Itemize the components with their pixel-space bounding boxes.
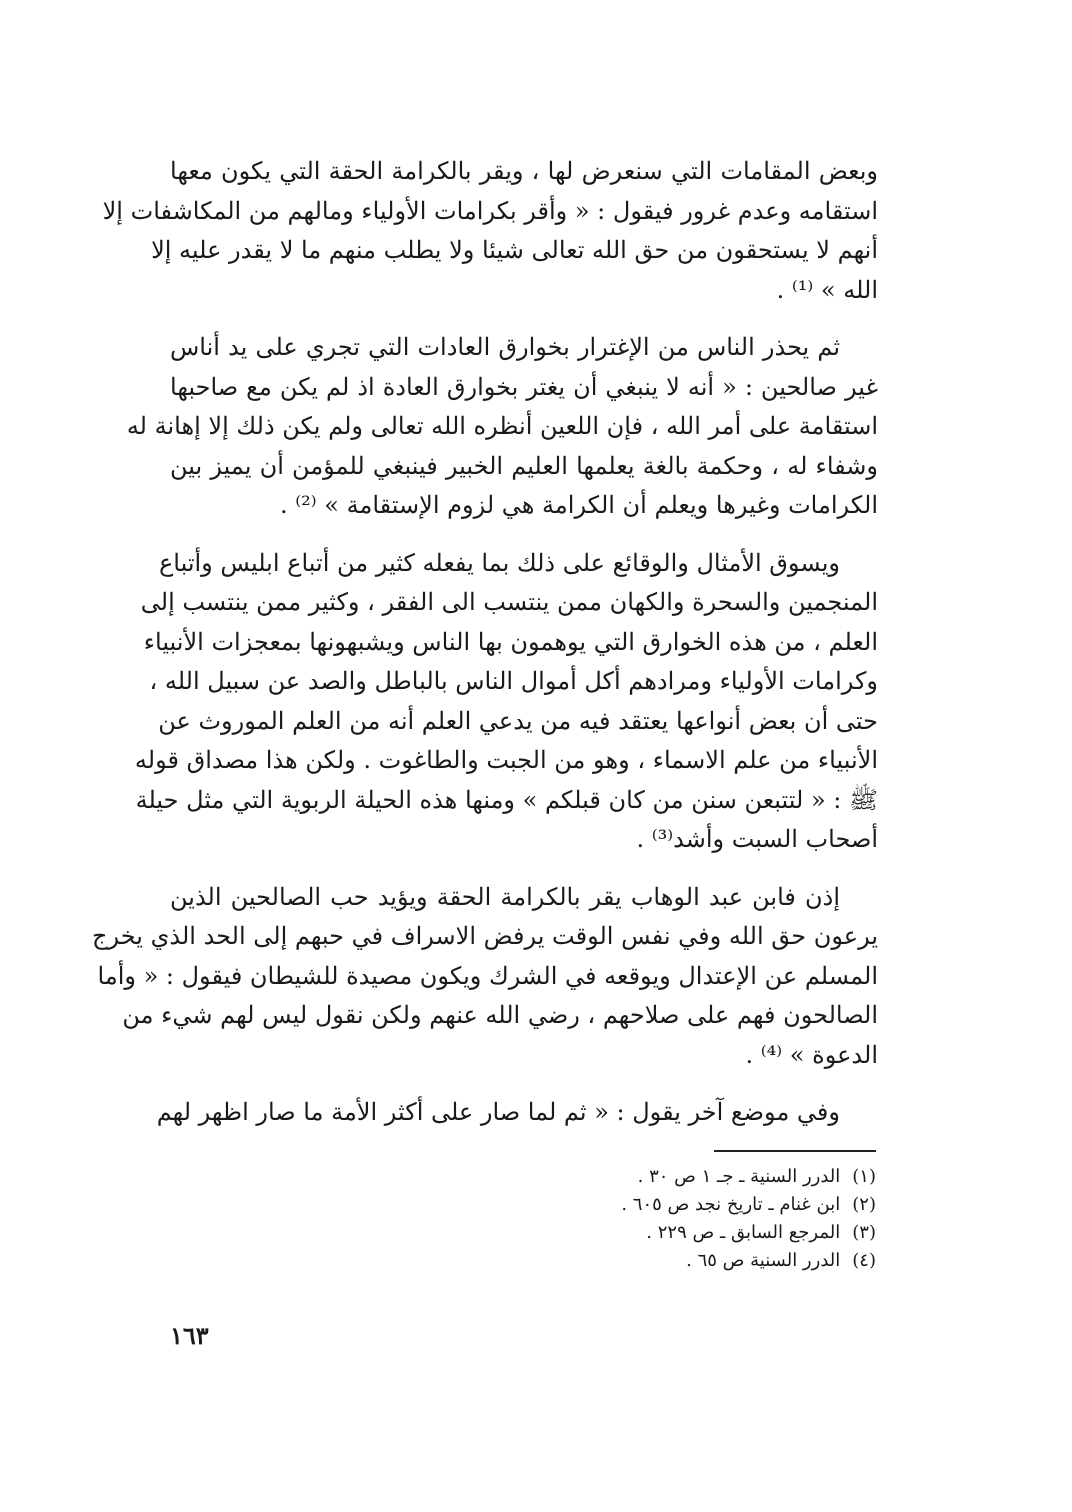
footnote-item bbox=[470, 1191, 876, 1219]
page-number: ١٦٣ bbox=[170, 1321, 209, 1350]
text-line: الله » ⁽¹⁾ . bbox=[776, 275, 878, 304]
text-line: استقامة على أمر الله ، فإن اللعين أنظره الله تعالى ولم يكن ذلك إلا إهانة له bbox=[126, 412, 878, 440]
text-line: يرعون حق الله وفي نفس الوقت يرفض الاسراف في حبهم إلى الحد الذي يخرج bbox=[92, 922, 878, 950]
text-line: الأنبياء من علم الاسماء ، وهو من الجبت والطاغوت . ولكن هذا مصداق قوله bbox=[134, 746, 878, 774]
text-line: أنهم لا يستحقون من حق الله تعالى شيئا ولا يطلب منهم ما لا يقدر عليه إلا bbox=[151, 236, 878, 264]
text-line: حتى أن بعض أنواعها يعتقد فيه من يدعي العلم أنه من العلم الموروث عن bbox=[158, 706, 878, 735]
footnote-text: ابن غنام ـ تاريخ نجد ص ٦٠٥ . bbox=[621, 1194, 841, 1215]
text-line: الصالحون فهم على صلاحهم ، رضي الله عنهم ولكن نقول ليس لهم شيء من bbox=[122, 1001, 878, 1029]
text-line: ﷺ : « لتتبعن سنن من كان قبلكم » ومنها هذه الحيلة الربوية التي مثل حيلة bbox=[135, 785, 878, 814]
paragraph-1 bbox=[102, 152, 878, 310]
text-line: الدعوة » ⁽⁴⁾ . bbox=[745, 1040, 878, 1069]
footnote-item bbox=[470, 1247, 876, 1275]
text-line: ويسوق الأمثال والوقائع على ذلك بما يفعله كثير من أتباع ابليس وأتباع bbox=[158, 548, 840, 577]
paragraph-4 bbox=[92, 878, 878, 1076]
paragraph-3 bbox=[134, 544, 878, 860]
text-line: العلم ، من هذه الخوارق التي يوهمون بها الناس ويشبهونها بمعجزات الأنبياء bbox=[143, 627, 878, 656]
footnote-number: (٤) bbox=[852, 1250, 876, 1271]
footnote-item bbox=[470, 1219, 876, 1247]
text-line: المنجمين والسحرة والكهان ممن ينتسب الى الفقر ، وكثير ممن ينتسب إلى bbox=[140, 588, 878, 616]
footnote-item bbox=[470, 1163, 876, 1191]
text-line: غير صالحين : « أنه لا ينبغي أن يغتر بخوارق العادة اذ لم يكن مع صاحبها bbox=[170, 372, 878, 401]
text-line: وشفاء له ، وحكمة بالغة يعلمها العليم الخبير فينبغي للمؤمن أن يميز بين bbox=[170, 451, 878, 480]
footnotes bbox=[470, 1163, 876, 1275]
main-text bbox=[92, 152, 878, 1151]
text-line: وكرامات الأولياء ومرادهم أكل أموال الناس بالباطل والصد عن سبيل الله ، bbox=[149, 667, 878, 695]
text-line: استقامه وعدم غرور فيقول : « وأقر بكرامات الأولياء ومالهم من المكاشفات إلا bbox=[102, 196, 878, 225]
footnote-text: المرجع السابق ـ ص ٢٢٩ . bbox=[646, 1222, 841, 1243]
text-line: الكرامات وغيرها ويعلم أن الكرامة هي لزوم الإستقامة » ⁽²⁾ . bbox=[280, 491, 878, 519]
text-line: إذن فابن عبد الوهاب يقر بالكرامة الحقة ويؤيد حب الصالحين الذين bbox=[170, 882, 840, 911]
footnote-separator bbox=[714, 1150, 876, 1152]
footnote-number: (٣) bbox=[852, 1222, 876, 1243]
text-line: المسلم عن الإعتدال ويوقعه في الشرك ويكون مصيدة للشيطان فيقول : « وأما bbox=[97, 961, 878, 990]
footnote-text: الدرر السنية ـ جـ ١ ص ٣٠ . bbox=[637, 1166, 841, 1187]
text-line: ثم يحذر الناس من الإغترار بخوارق العادات التي تجري على يد أناس bbox=[170, 333, 841, 361]
footnote-number: (٢) bbox=[852, 1194, 876, 1215]
text-line: وفي موضع آخر يقول : « ثم لما صار على أكثر الأمة ما صار اظهر لهم bbox=[156, 1098, 840, 1126]
paragraph-5 bbox=[156, 1093, 878, 1133]
paragraph-2 bbox=[126, 328, 878, 526]
text-line: أصحاب السبت وأشد⁽³⁾ . bbox=[636, 825, 878, 853]
footnote-number: (١) bbox=[852, 1166, 876, 1187]
footnote-text: الدرر السنية ص ٦٥ . bbox=[686, 1250, 841, 1271]
text-line: وبعض المقامات التي سنعرض لها ، ويقر بالكرامة الحقة التي يكون معها bbox=[170, 157, 878, 185]
